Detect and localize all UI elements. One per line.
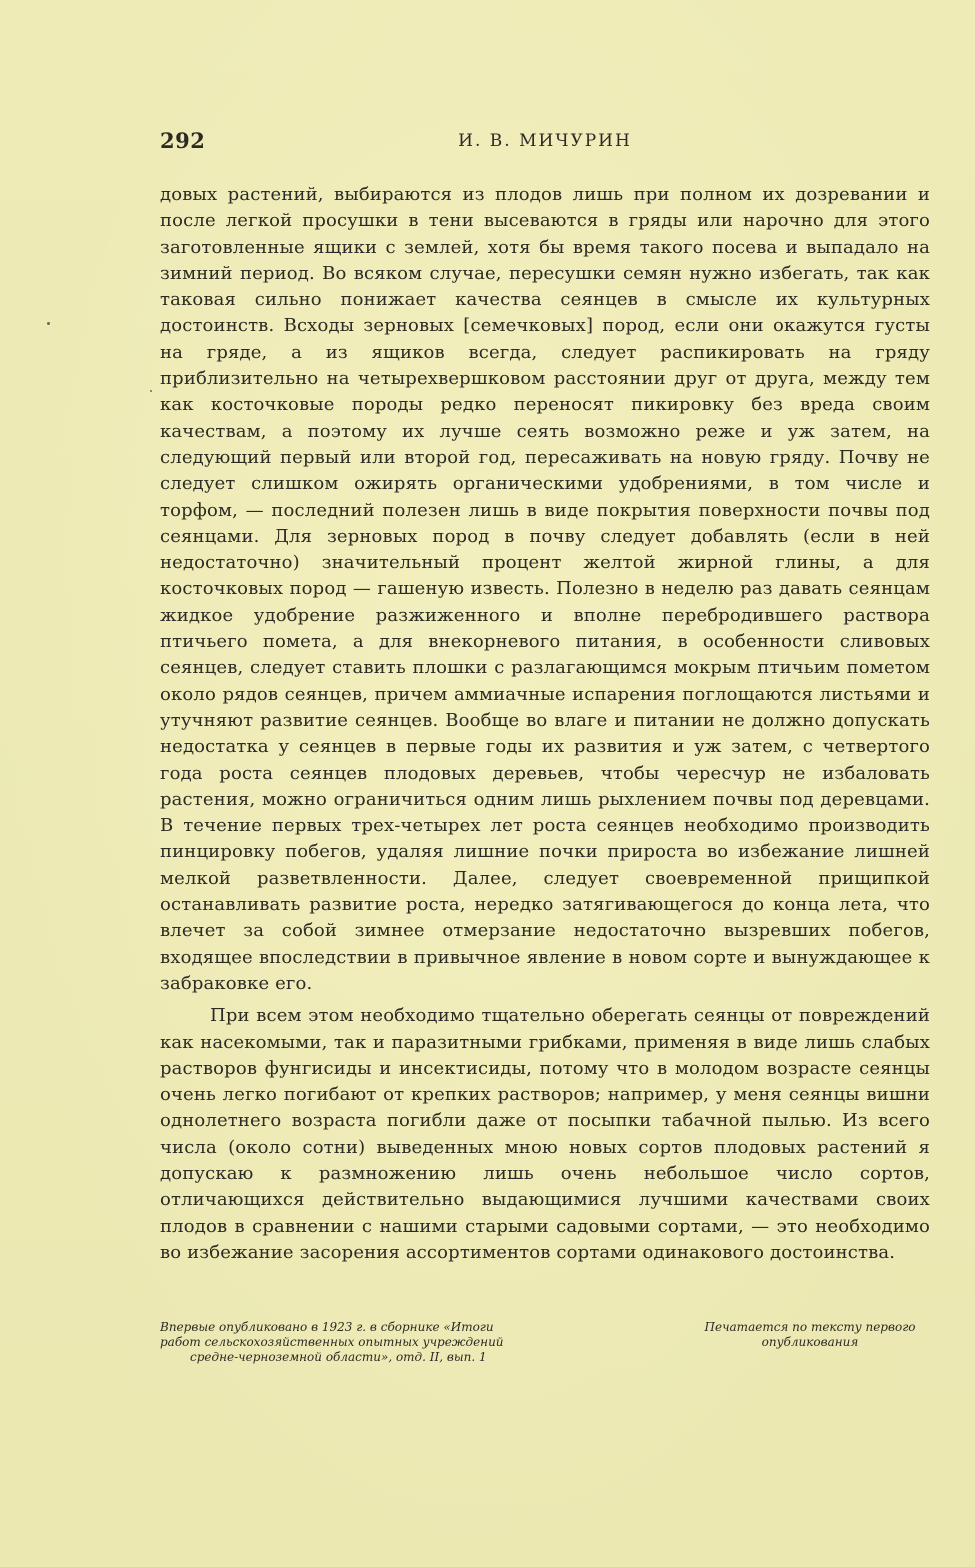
note-line: Печатается по тексту первого [704,1320,916,1334]
page-header [160,128,930,158]
main-text [160,182,930,1266]
first-published-note [160,1320,560,1365]
note-line: средне-черноземной области», отд. II, вып. 1 [190,1350,487,1364]
paragraph: довых растений, выбираются из плодов лишь при полном их дозревании и после легкой просушки в тени высеваются в гряды или нарочно для этого заготовленные ящики с землей, хотя бы время такого посева и выпадало на зимний период. Во всяком случае, пересушки семян нужно избегать, так как таковая сильно понижает качества сеянцев в смысле их культурных достоинств. Всходы зерновых [семечковых] пород, если они окажутся густы на гряде, а из ящиков всегда, следует распикировать на гряду приблизительно на четырехвершковом расстоянии друг от друга, между тем как косточковые породы редко переносят пикировку без вреда своим качествам, а поэтому их лучше сеять возможно реже и уж затем, на следующий первый или второй год, пересаживать на новую гряду. Почву не следует слишком ожирять органическими удобрениями, в том числе и торфом, — последний полезен лишь в виде покрытия поверхности почвы под сеянцами. Для зерновых пород в почву следует добавлять (если в ней недостаточно) значительный процент желтой жирной глины, а для косточковых пород — гашеную известь. Полезно в неделю раз давать сеянцам жидкое удобрение разжиженного и вполне перебродившего раствора птичьего помета, а для внекорневого питания, в особенности сливовых сеянцев, следует ставить плошки с разлагающимся мокрым птичьим пометом около рядов сеянцев, причем аммиачные испарения поглощаются листьями и утучняют развитие сеянцев. Вообще во влаге и питании не должно допускать недостатка у сеянцев в первые годы их развития и уж затем, с четвертого года роста сеянцев плодовых деревьев, чтобы чересчур не избаловать растения, можно ограничиться одним лишь рыхлением почвы под деревцами. В течение первых трех-четырех лет роста сеянцев необходимо производить пинцировку побегов, удаляя лишние почки прироста во избежание лишней мелкой разветвленности. Далее, следует своевременной прищипкой останавливать развитие роста, нередко затягивающегося до конца лета, что влечет за собой зимнее отмерзание недостаточно вызревших побегов, входящее впоследствии в привычное явление в новом сорте и вынуждающее к забраковке его. [160,184,930,994]
running-head: И. В. МИЧУРИН [458,131,632,151]
paragraph: При всем этом необходимо тщательно оберегать сеянцы от повреждений как насекомыми, так и паразитными грибками, применяя в виде лишь слабых растворов фунгисиды и инсектисиды, потому что в молодом возрасте сеянцы очень легко погибают от крепких растворов; например, у меня сеянцы вишни однолетнего возраста погибли даже от посыпки табачной пылью. Из всего числа (около сотни) выведенных мною новых сортов плодовых растений я допускаю к размножению лишь очень небольшое число сортов, отличающихся действительно выдающимися лучшими качествами своих плодов в сравнении с нашими старыми садовыми сортами, — это необходимо во избежание засорения ассортиментов сортами одинакового достоинства. [160,1005,930,1263]
note-line: опубликования [761,1335,859,1349]
paper-speck [150,390,152,392]
printed-from-note [690,1320,930,1350]
note-line: работ сельскохозяйственных опытных учреждений [160,1335,504,1349]
paper-speck [47,322,50,325]
note-line: Впервые опубликовано в 1923 г. в сборнике «Итоги [160,1320,494,1334]
page-number: 292 [160,128,206,153]
